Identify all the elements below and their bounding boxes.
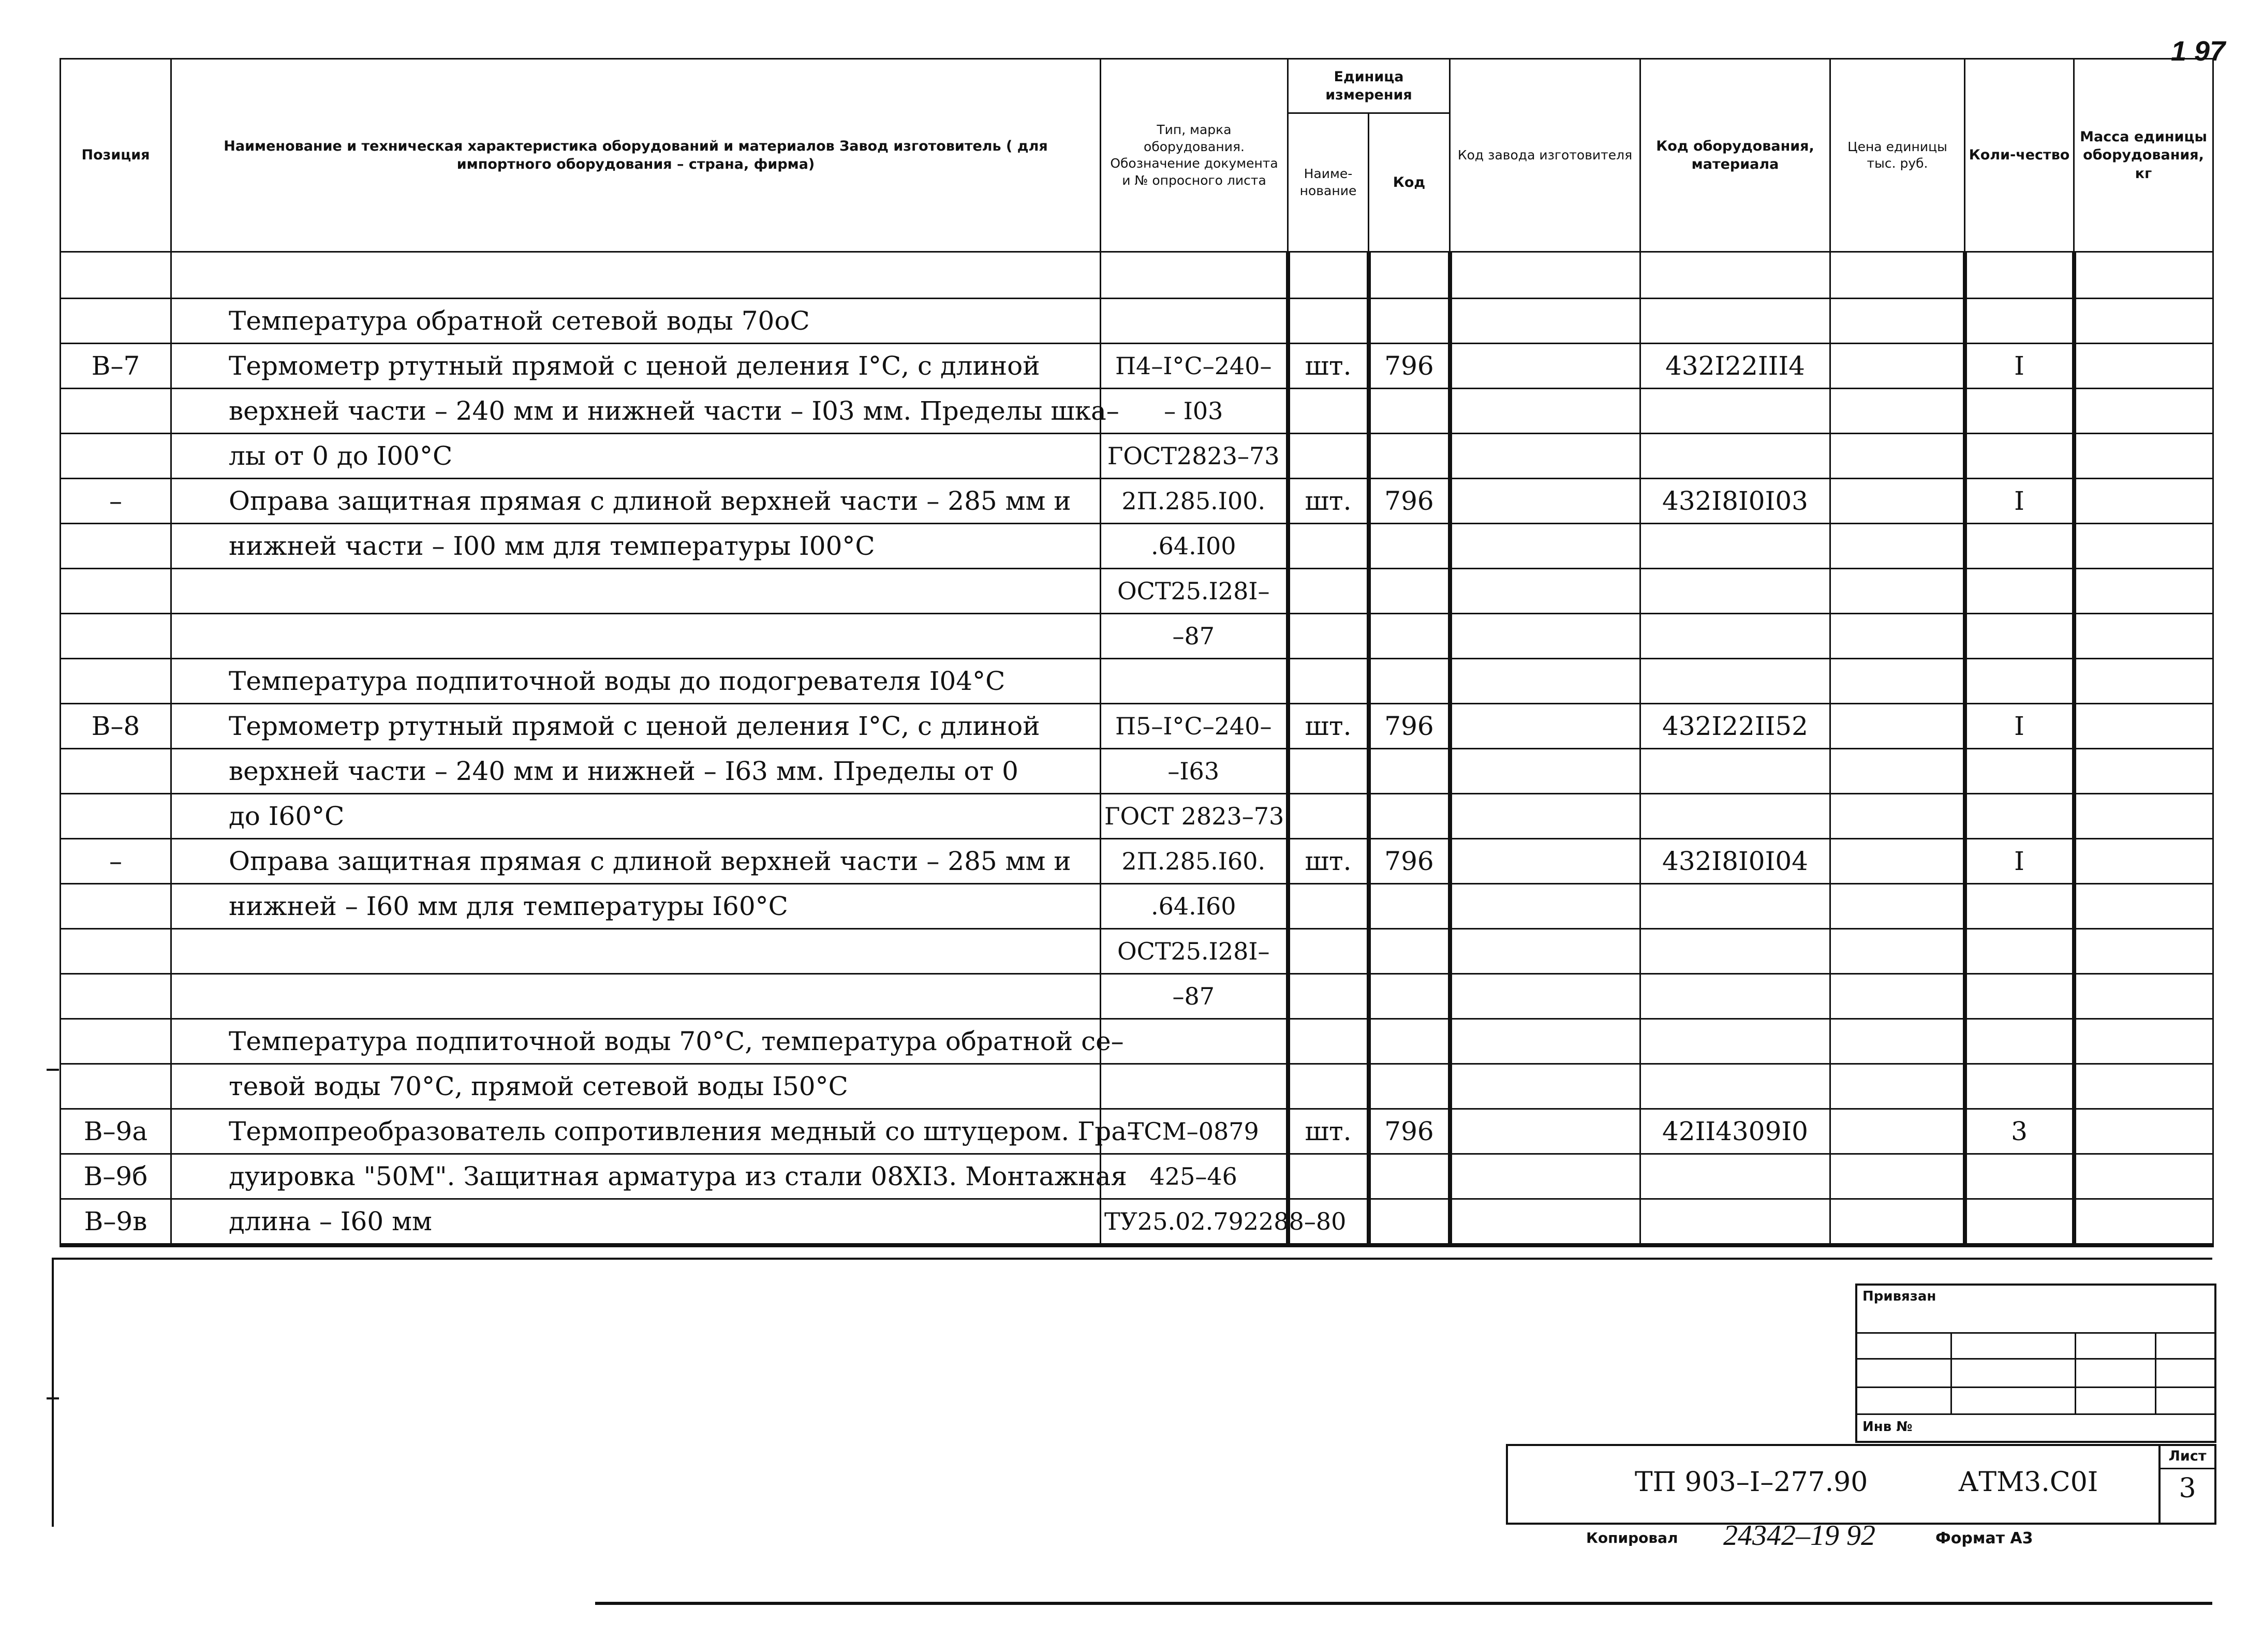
- mass-cell: [2074, 884, 2213, 929]
- name-cell: [171, 252, 1101, 299]
- type-mark-cell: –87: [1101, 614, 1288, 659]
- mass-cell: [2074, 794, 2213, 839]
- quantity-cell: [1965, 299, 2074, 344]
- table-row: [61, 659, 2213, 704]
- type-mark-cell: – I03: [1101, 389, 1288, 434]
- sheet-number: 3: [2179, 1473, 2196, 1504]
- unit-code-cell: [1369, 1154, 1450, 1199]
- unit-code-cell: [1369, 794, 1450, 839]
- unit-code-cell: [1369, 659, 1450, 704]
- unit-code-cell: [1369, 884, 1450, 929]
- name-cell: [171, 929, 1101, 974]
- header-unit-group: Единица измерения: [1288, 59, 1450, 113]
- header-type-mark: Тип, марка оборудования. Обозначение документа и № опросного листа: [1101, 59, 1288, 252]
- position-cell: [61, 929, 171, 974]
- position-cell: [61, 974, 171, 1019]
- position-cell: В–9б: [61, 1154, 171, 1199]
- mass-cell: [2074, 839, 2213, 884]
- type-mark-cell: П4–I°С–240–: [1101, 344, 1288, 389]
- equipment-code-cell: 432I8I0I03: [1640, 479, 1830, 524]
- unit-name-cell: [1288, 1064, 1369, 1109]
- quantity-cell: [1965, 974, 2074, 1019]
- unit-name-cell: [1288, 884, 1369, 929]
- price-cell: [1830, 1019, 1965, 1064]
- plant-code-cell: [1450, 884, 1640, 929]
- plant-code-cell: [1450, 974, 1640, 1019]
- name-cell: [171, 614, 1101, 659]
- name-cell: Температура подпиточной воды до подогревателя I04°С: [171, 659, 1101, 704]
- position-cell: [61, 1064, 171, 1109]
- table-header: [61, 59, 2213, 252]
- type-mark-cell: .64.I60: [1101, 884, 1288, 929]
- mass-cell: [2074, 479, 2213, 524]
- name-cell: верхней части – 240 мм и нижней – I63 мм. Пределы от 0: [171, 749, 1101, 794]
- name-cell: дуировка "50М". Защитная арматура из стали 08ХI3. Монтажная: [171, 1154, 1101, 1199]
- unit-code-cell: 796: [1369, 839, 1450, 884]
- price-cell: [1830, 614, 1965, 659]
- unit-code-cell: [1369, 569, 1450, 614]
- table-row: [61, 614, 2213, 659]
- unit-code-cell: [1369, 434, 1450, 479]
- quantity-cell: [1965, 614, 2074, 659]
- mass-cell: [2074, 569, 2213, 614]
- mass-cell: [2074, 749, 2213, 794]
- name-cell: нижней – I60 мм для температуры I60°С: [171, 884, 1101, 929]
- equipment-code-cell: 432I22III4: [1640, 344, 1830, 389]
- sheet-box: [2158, 1446, 2214, 1523]
- type-mark-cell: ТСМ–0879: [1101, 1109, 1288, 1154]
- position-cell: [61, 884, 171, 929]
- plant-code-cell: [1450, 344, 1640, 389]
- stamp-grid: [1857, 1332, 2214, 1415]
- table-row: [61, 1199, 2213, 1246]
- unit-code-cell: [1369, 1064, 1450, 1109]
- plant-code-cell: [1450, 929, 1640, 974]
- name-cell: Термометр ртутный прямой с ценой деления I°С, с длиной: [171, 344, 1101, 389]
- unit-name-cell: [1288, 434, 1369, 479]
- unit-name-cell: [1288, 749, 1369, 794]
- table-row: [61, 1064, 2213, 1109]
- table-row: [61, 794, 2213, 839]
- mass-cell: [2074, 1019, 2213, 1064]
- quantity-cell: [1965, 1064, 2074, 1109]
- plant-code-cell: [1450, 252, 1640, 299]
- unit-name-cell: шт.: [1288, 344, 1369, 389]
- title-block: [1506, 1444, 2216, 1525]
- copied-label: Копировал: [1586, 1529, 1678, 1546]
- price-cell: [1830, 569, 1965, 614]
- price-cell: [1830, 1199, 1965, 1246]
- table-body: [61, 252, 2213, 1246]
- plant-code-cell: [1450, 299, 1640, 344]
- header-equipment-code: Код оборудования, материала: [1640, 59, 1830, 252]
- mass-cell: [2074, 252, 2213, 299]
- unit-code-cell: [1369, 252, 1450, 299]
- type-mark-cell: [1101, 1064, 1288, 1109]
- table-row: [61, 929, 2213, 974]
- type-mark-cell: .64.I00: [1101, 524, 1288, 569]
- table-row: [61, 252, 2213, 299]
- plant-code-cell: [1450, 569, 1640, 614]
- position-cell: [61, 569, 171, 614]
- unit-code-cell: [1369, 389, 1450, 434]
- plant-code-cell: [1450, 1064, 1640, 1109]
- quantity-cell: I: [1965, 704, 2074, 749]
- mass-cell: [2074, 1064, 2213, 1109]
- unit-code-cell: [1369, 929, 1450, 974]
- equipment-code-cell: [1640, 974, 1830, 1019]
- quantity-cell: [1965, 659, 2074, 704]
- type-mark-cell: 2П.285.I00.: [1101, 479, 1288, 524]
- document-code: АТМ3.С0I: [1958, 1467, 2098, 1498]
- equipment-code-cell: [1640, 1019, 1830, 1064]
- equipment-code-cell: [1640, 252, 1830, 299]
- plant-code-cell: [1450, 1154, 1640, 1199]
- unit-code-cell: 796: [1369, 704, 1450, 749]
- unit-code-cell: 796: [1369, 344, 1450, 389]
- table-row: [61, 479, 2213, 524]
- plant-code-cell: [1450, 479, 1640, 524]
- equipment-code-cell: [1640, 794, 1830, 839]
- name-cell: Термопреобразователь сопротивления медный со штуцером. Гра–: [171, 1109, 1101, 1154]
- equipment-code-cell: 42II4309I0: [1640, 1109, 1830, 1154]
- unit-name-cell: [1288, 794, 1369, 839]
- table-row: [61, 569, 2213, 614]
- quantity-cell: 3: [1965, 1109, 2074, 1154]
- unit-name-cell: [1288, 614, 1369, 659]
- header-plant-code: Код завода изготовителя: [1450, 59, 1640, 252]
- mass-cell: [2074, 929, 2213, 974]
- unit-code-cell: [1369, 614, 1450, 659]
- position-cell: [61, 659, 171, 704]
- position-cell: –: [61, 839, 171, 884]
- type-mark-cell: –87: [1101, 974, 1288, 1019]
- header-name: Наименование и техническая характеристика оборудований и материалов Завод изготовитель ( для импортного оборудования – страна, фирма): [171, 59, 1101, 252]
- quantity-cell: [1965, 884, 2074, 929]
- price-cell: [1830, 659, 1965, 704]
- position-cell: [61, 749, 171, 794]
- price-cell: [1830, 974, 1965, 1019]
- unit-name-cell: [1288, 389, 1369, 434]
- equipment-code-cell: [1640, 1154, 1830, 1199]
- name-cell: до I60°С: [171, 794, 1101, 839]
- header-position: Позиция: [61, 59, 171, 252]
- equipment-code-cell: [1640, 299, 1830, 344]
- position-cell: [61, 794, 171, 839]
- unit-name-cell: шт.: [1288, 704, 1369, 749]
- price-cell: [1830, 524, 1965, 569]
- equipment-code-cell: [1640, 1064, 1830, 1109]
- quantity-cell: I: [1965, 839, 2074, 884]
- plant-code-cell: [1450, 839, 1640, 884]
- price-cell: [1830, 299, 1965, 344]
- name-cell: Термометр ртутный прямой с ценой деления I°С, с длиной: [171, 704, 1101, 749]
- mass-cell: [2074, 704, 2213, 749]
- position-cell: [61, 389, 171, 434]
- plant-code-cell: [1450, 1109, 1640, 1154]
- price-cell: [1830, 704, 1965, 749]
- position-cell: [61, 614, 171, 659]
- margin-tick: [47, 1397, 59, 1399]
- plant-code-cell: [1450, 614, 1640, 659]
- format-label: Формат А3: [1935, 1529, 2033, 1547]
- quantity-cell: [1965, 434, 2074, 479]
- unit-code-cell: [1369, 299, 1450, 344]
- equipment-specification-table: [60, 58, 2214, 1247]
- position-cell: В–9в: [61, 1199, 171, 1246]
- position-cell: В–9а: [61, 1109, 171, 1154]
- mass-cell: [2074, 524, 2213, 569]
- margin-tick: [47, 1069, 59, 1071]
- header-price: Цена единицы тыс. руб.: [1830, 59, 1965, 252]
- quantity-cell: [1965, 749, 2074, 794]
- unit-name-cell: [1288, 569, 1369, 614]
- price-cell: [1830, 252, 1965, 299]
- type-mark-cell: 2П.285.I60.: [1101, 839, 1288, 884]
- page-corner-number: 1 97: [2171, 36, 2226, 67]
- header-unit-code: Код: [1369, 113, 1450, 252]
- quantity-cell: I: [1965, 479, 2074, 524]
- plant-code-cell: [1450, 434, 1640, 479]
- header-mass: Масса единицы оборудования, кг: [2074, 59, 2213, 252]
- position-cell: –: [61, 479, 171, 524]
- name-cell: Температура подпиточной воды 70°С, температура обратной се–: [171, 1019, 1101, 1064]
- binding-stamp: [1855, 1284, 2216, 1443]
- name-cell: тевой воды 70°С, прямой сетевой воды I50°С: [171, 1064, 1101, 1109]
- unit-code-cell: [1369, 1199, 1450, 1246]
- quantity-cell: I: [1965, 344, 2074, 389]
- quantity-cell: [1965, 929, 2074, 974]
- quantity-cell: [1965, 1154, 2074, 1199]
- type-mark-cell: ГОСТ 2823–73: [1101, 794, 1288, 839]
- quantity-cell: [1965, 524, 2074, 569]
- type-mark-cell: 425–46: [1101, 1154, 1288, 1199]
- position-cell: [61, 1019, 171, 1064]
- equipment-code-cell: [1640, 524, 1830, 569]
- quantity-cell: [1965, 252, 2074, 299]
- stamp-inventory-label: Инв №: [1862, 1419, 1913, 1435]
- unit-name-cell: шт.: [1288, 1109, 1369, 1154]
- price-cell: [1830, 749, 1965, 794]
- quantity-cell: [1965, 569, 2074, 614]
- type-mark-cell: –I63: [1101, 749, 1288, 794]
- table-row: [61, 524, 2213, 569]
- price-cell: [1830, 794, 1965, 839]
- mass-cell: [2074, 344, 2213, 389]
- mass-cell: [2074, 434, 2213, 479]
- mass-cell: [2074, 1154, 2213, 1199]
- table-row: [61, 749, 2213, 794]
- equipment-code-cell: [1640, 569, 1830, 614]
- unit-name-cell: [1288, 1154, 1369, 1199]
- table-row: [61, 1019, 2213, 1064]
- mass-cell: [2074, 299, 2213, 344]
- mass-cell: [2074, 1109, 2213, 1154]
- type-mark-cell: [1101, 659, 1288, 704]
- type-mark-cell: [1101, 252, 1288, 299]
- price-cell: [1830, 929, 1965, 974]
- name-cell: Оправа защитная прямая с длиной верхней части – 285 мм и: [171, 839, 1101, 884]
- name-cell: длина – I60 мм: [171, 1199, 1101, 1246]
- table-row: [61, 704, 2213, 749]
- table-row: [61, 299, 2213, 344]
- frame-bottom-line: [52, 1258, 2212, 1260]
- equipment-code-cell: [1640, 929, 1830, 974]
- plant-code-cell: [1450, 524, 1640, 569]
- table-row: [61, 839, 2213, 884]
- price-cell: [1830, 884, 1965, 929]
- type-mark-cell: ТУ25.02.792288–80: [1101, 1199, 1288, 1246]
- table-row: [61, 884, 2213, 929]
- unit-name-cell: [1288, 524, 1369, 569]
- sheet-label: Лист: [2168, 1448, 2207, 1464]
- price-cell: [1830, 434, 1965, 479]
- price-cell: [1830, 479, 1965, 524]
- price-cell: [1830, 839, 1965, 884]
- unit-name-cell: [1288, 659, 1369, 704]
- equipment-code-cell: [1640, 659, 1830, 704]
- quantity-cell: [1965, 1199, 2074, 1246]
- quantity-cell: [1965, 389, 2074, 434]
- type-mark-cell: П5–I°С–240–: [1101, 704, 1288, 749]
- unit-name-cell: шт.: [1288, 479, 1369, 524]
- mass-cell: [2074, 974, 2213, 1019]
- equipment-code-cell: [1640, 434, 1830, 479]
- unit-code-cell: [1369, 524, 1450, 569]
- project-designation: ТП 903–I–277.90: [1635, 1467, 1868, 1498]
- unit-code-cell: [1369, 974, 1450, 1019]
- equipment-code-cell: [1640, 389, 1830, 434]
- quantity-cell: [1965, 794, 2074, 839]
- equipment-code-cell: [1640, 749, 1830, 794]
- table-row: [61, 1109, 2213, 1154]
- type-mark-cell: [1101, 299, 1288, 344]
- plant-code-cell: [1450, 794, 1640, 839]
- frame-left-line: [52, 1258, 54, 1527]
- price-cell: [1830, 344, 1965, 389]
- mass-cell: [2074, 389, 2213, 434]
- unit-name-cell: [1288, 299, 1369, 344]
- header-unit-name: Наиме-нование: [1288, 113, 1369, 252]
- table-row: [61, 344, 2213, 389]
- unit-code-cell: 796: [1369, 479, 1450, 524]
- name-cell: нижней части – I00 мм для температуры I00°С: [171, 524, 1101, 569]
- price-cell: [1830, 1064, 1965, 1109]
- unit-code-cell: 796: [1369, 1109, 1450, 1154]
- position-cell: [61, 299, 171, 344]
- mass-cell: [2074, 659, 2213, 704]
- bottom-rule: [595, 1602, 2212, 1605]
- position-cell: [61, 252, 171, 299]
- unit-name-cell: [1288, 252, 1369, 299]
- equipment-code-cell: [1640, 884, 1830, 929]
- type-mark-cell: ГОСТ2823–73: [1101, 434, 1288, 479]
- table-row: [61, 434, 2213, 479]
- price-cell: [1830, 1154, 1965, 1199]
- equipment-code-cell: [1640, 1199, 1830, 1246]
- copied-number: 24342–19 92: [1723, 1520, 1875, 1552]
- table-row: [61, 1154, 2213, 1199]
- stamp-title: Привязан: [1862, 1289, 1936, 1304]
- unit-name-cell: [1288, 974, 1369, 1019]
- type-mark-cell: [1101, 1019, 1288, 1064]
- plant-code-cell: [1450, 704, 1640, 749]
- plant-code-cell: [1450, 1019, 1640, 1064]
- position-cell: [61, 434, 171, 479]
- table-row: [61, 389, 2213, 434]
- price-cell: [1830, 389, 1965, 434]
- price-cell: [1830, 1109, 1965, 1154]
- plant-code-cell: [1450, 659, 1640, 704]
- unit-code-cell: [1369, 1019, 1450, 1064]
- name-cell: верхней части – 240 мм и нижней части – I03 мм. Пределы шка–: [171, 389, 1101, 434]
- position-cell: В–7: [61, 344, 171, 389]
- type-mark-cell: ОСТ25.I28I–: [1101, 929, 1288, 974]
- equipment-code-cell: 432I8I0I04: [1640, 839, 1830, 884]
- position-cell: [61, 524, 171, 569]
- name-cell: Оправа защитная прямая с длиной верхней части – 285 мм и: [171, 479, 1101, 524]
- name-cell: [171, 569, 1101, 614]
- unit-code-cell: [1369, 749, 1450, 794]
- plant-code-cell: [1450, 389, 1640, 434]
- equipment-code-cell: 432I22II52: [1640, 704, 1830, 749]
- unit-name-cell: [1288, 929, 1369, 974]
- position-cell: В–8: [61, 704, 171, 749]
- unit-name-cell: [1288, 1019, 1369, 1064]
- name-cell: [171, 974, 1101, 1019]
- name-cell: лы от 0 до I00°С: [171, 434, 1101, 479]
- mass-cell: [2074, 614, 2213, 659]
- equipment-code-cell: [1640, 614, 1830, 659]
- header-quantity: Коли-чество: [1965, 59, 2074, 252]
- type-mark-cell: ОСТ25.I28I–: [1101, 569, 1288, 614]
- name-cell: Температура обратной сетевой воды 70оС: [171, 299, 1101, 344]
- table-row: [61, 974, 2213, 1019]
- plant-code-cell: [1450, 1199, 1640, 1246]
- quantity-cell: [1965, 1019, 2074, 1064]
- mass-cell: [2074, 1199, 2213, 1246]
- unit-name-cell: шт.: [1288, 839, 1369, 884]
- plant-code-cell: [1450, 749, 1640, 794]
